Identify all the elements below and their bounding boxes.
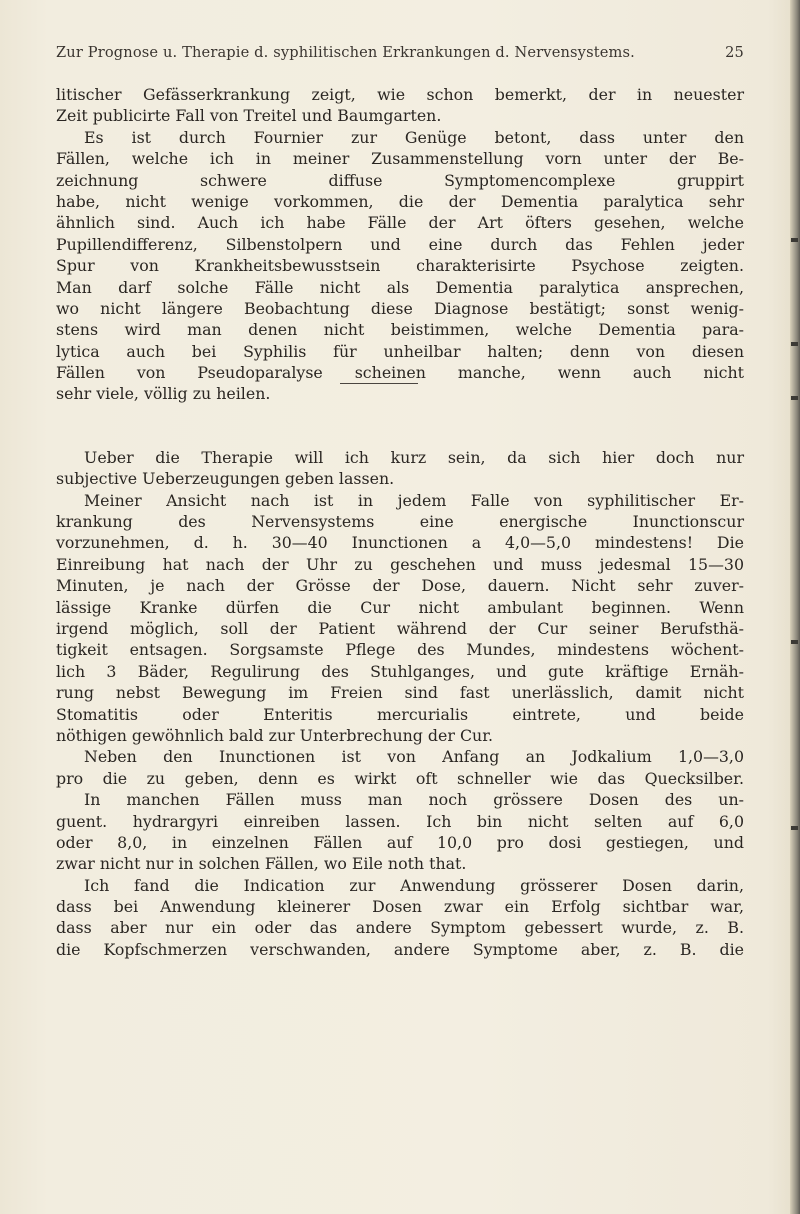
text-line: die Kopfschmerzen verschwanden, andere Symptome aber, z. B. die xyxy=(56,939,744,959)
text-line: zeichnung schwere diffuse Symptomencomplexe gruppirt xyxy=(56,170,744,190)
text-line: Es ist durch Fournier zur Genüge betont, dass unter den xyxy=(84,127,744,147)
text-line: wo nicht längere Beobachtung diese Diagnose bestätigt; sonst wenig- xyxy=(56,298,744,318)
text-line: dass aber nur ein oder das andere Symptom gebessert wurde, z. B. xyxy=(56,918,744,938)
text-line: vorzunehmen, d. h. 30—40 Inunctionen a 4,0—5,0 mindestens! Die xyxy=(56,533,744,553)
text-line: krankung des Nervensystems eine energische Inunctionscur xyxy=(56,512,744,532)
text-line: Fällen von Pseudoparalyse scheinen manche, wenn auch nicht xyxy=(56,363,744,383)
text-line: Minuten, je nach der Grösse der Dose, dauern. Nicht sehr zuver- xyxy=(56,576,744,596)
text-line: Ich fand die Indication zur Anwendung grösserer Dosen darin, xyxy=(84,875,744,895)
text-line: lässige Kranke dürfen die Cur nicht ambulant beginnen. Wenn xyxy=(56,597,744,617)
running-title: Zur Prognose u. Therapie d. syphilitischen Erkrankungen d. Nervensystems. xyxy=(56,44,635,61)
body-text xyxy=(56,84,744,960)
text-line: Zeit publicirte Fall von Treitel und Baumgarten. xyxy=(56,106,442,126)
edge-mark xyxy=(791,342,798,346)
text-line: habe, nicht wenige vorkommen, die der Dementia paralytica sehr xyxy=(56,191,744,211)
text-line: oder 8,0, in einzelnen Fällen auf 10,0 pro dosi gestiegen, und xyxy=(56,832,744,852)
edge-mark xyxy=(791,640,798,644)
text-line: sehr viele, völlig zu heilen. xyxy=(56,384,271,404)
text-block-therapy xyxy=(56,447,744,960)
text-line: Stomatitis oder Enteritis mercurialis eintrete, und beide xyxy=(56,704,744,724)
text-line: Spur von Krankheitsbewusstsein charakterisirte Psychose zeigten. xyxy=(56,256,744,276)
text-line: Einreibung hat nach der Uhr zu geschehen und muss jedesmal 15—30 xyxy=(56,554,744,574)
text-block-prognosis xyxy=(56,84,744,405)
text-line: litischer Gefässerkrankung zeigt, wie schon bemerkt, der in neuester xyxy=(56,85,744,104)
text-line: Meiner Ansicht nach ist in jedem Falle von syphilitischer Er- xyxy=(84,490,744,510)
section-gap xyxy=(56,405,744,447)
text-line: ähnlich sind. Auch ich habe Fälle der Art öfters gesehen, welche xyxy=(56,213,744,233)
section-divider xyxy=(340,383,418,384)
page-edge-shadow xyxy=(790,0,800,1214)
text-line: lytica auch bei Syphilis für unheilbar halten; denn von diesen xyxy=(56,341,744,361)
text-line: Fällen, welche ich in meiner Zusammenstellung vorn unter der Be- xyxy=(56,149,744,169)
text-line: irgend möglich, soll der Patient während der Cur seiner Berufsthä- xyxy=(56,618,744,638)
text-line: pro die zu geben, denn es wirkt oft schneller wie das Quecksilber. xyxy=(56,768,744,788)
text-line: dass bei Anwendung kleinerer Dosen zwar ein Erfolg sichtbar war, xyxy=(56,897,744,917)
edge-mark xyxy=(791,238,798,242)
edge-mark xyxy=(791,396,798,400)
text-line: In manchen Fällen muss man noch grössere Dosen des un- xyxy=(84,790,744,810)
text-line: guent. hydrargyri einreiben lassen. Ich bin nicht selten auf 6,0 xyxy=(56,811,744,831)
text-line: Man darf solche Fälle nicht als Dementia paralytica ansprechen, xyxy=(56,277,744,297)
text-line: rung nebst Bewegung im Freien sind fast unerlässlich, damit nicht xyxy=(56,683,744,703)
running-header xyxy=(56,44,744,68)
text-line: Ueber die Therapie will ich kurz sein, da sich hier doch nur xyxy=(84,447,744,467)
text-line: Pupillendifferenz, Silbenstolpern und eine durch das Fehlen jeder xyxy=(56,234,744,254)
text-line: zwar nicht nur in solchen Fällen, wo Eile noth that. xyxy=(56,854,467,874)
text-line: Neben den Inunctionen ist von Anfang an Jodkalium 1,0—3,0 xyxy=(84,747,744,767)
text-line: lich 3 Bäder, Regulirung des Stuhlganges, und gute kräftige Ernäh- xyxy=(56,661,744,681)
edge-mark xyxy=(791,826,798,830)
text-line: tigkeit entsagen. Sorgsamste Pflege des Mundes, mindestens wöchent- xyxy=(56,640,744,660)
page-number: 25 xyxy=(725,44,744,61)
text-line: subjective Ueberzeugungen geben lassen. xyxy=(56,469,395,489)
text-line: nöthigen gewöhnlich bald zur Unterbrechung der Cur. xyxy=(56,725,494,745)
text-line: stens wird man denen nicht beistimmen, welche Dementia para- xyxy=(56,320,744,340)
